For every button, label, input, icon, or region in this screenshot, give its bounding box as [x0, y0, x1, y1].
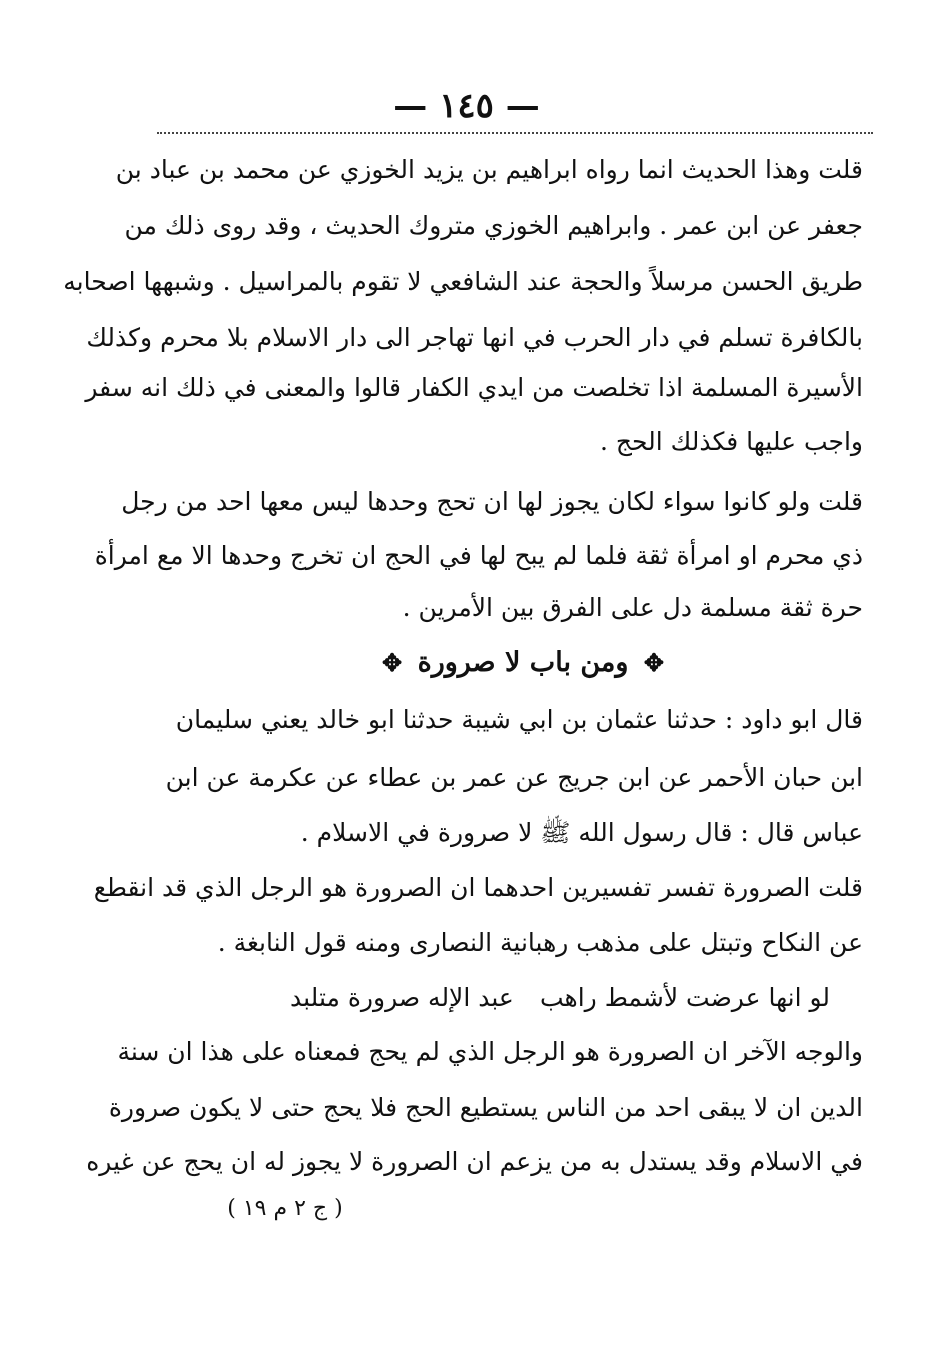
- poetry-verse: [290, 980, 830, 1016]
- text-line: قلت الصرورة تفسر تفسيرين احدهما ان الصرورة هو الرجل الذي قد انقطع: [93, 873, 863, 902]
- verse-second-hemistich: عبد الإله صرورة متلبد: [290, 983, 514, 1012]
- text-line: عن النكاح وتبتل على مذهب رهبانية النصارى ومنه قول النابغة .: [217, 928, 863, 957]
- text-line: في الاسلام وقد يستدل به من يزعم ان الصرورة لا يجوز له ان يحج عن غيره: [86, 1147, 863, 1176]
- text-line: واجب عليها فكذلك الحج .: [599, 427, 863, 456]
- ornament-icon: ✥: [382, 648, 403, 677]
- text-line: قلت ولو كانوا سواء لكان يجوز لها ان تحج وحدها ليس معها احد من رجل: [121, 487, 863, 516]
- text-line: جعفر عن ابن عمر . وابراهيم الخوزي متروك الحديث ، وقد روى ذلك من: [124, 211, 863, 240]
- text-line: والوجه الآخر ان الصرورة هو الرجل الذي لم يحج فمعناه على هذا ان سنة: [117, 1037, 863, 1066]
- text-line: ذي محرم او امرأة ثقة فلما لم يبح لها في الحج ان تخرج وحدها الا مع امرأة: [94, 541, 863, 570]
- ornament-icon: ✥: [643, 648, 664, 677]
- text-line: بالكافرة تسلم في دار الحرب في انها تهاجر الى دار الاسلام بلا محرم وكذلك: [86, 323, 863, 352]
- header-divider: [157, 132, 873, 134]
- page-number: — ١٤٥ —: [393, 86, 540, 126]
- text-line: طريق الحسن مرسلاً والحجة عند الشافعي لا تقوم بالمراسيل . وشبهها اصحابه: [63, 267, 863, 296]
- text-line: عباس قال : قال رسول الله ﷺ لا صرورة في الاسلام .: [300, 818, 863, 847]
- text-line: ابن حبان الأحمر عن ابن جريج عن عمر بن عطاء عن عكرمة عن ابن: [165, 763, 863, 792]
- text-line: قلت وهذا الحديث انما رواه ابراهيم بن يزيد الخوزي عن محمد بن عباد بن: [115, 155, 863, 184]
- text-line: الدين ان لا يبقى احد من الناس يستطيع الحج فلا يحج حتى لا يكون صرورة: [108, 1093, 863, 1122]
- signature-mark: ( ج ٢ م ١٩ ): [227, 1196, 343, 1221]
- text-line: قال ابو داود : حدثنا عثمان بن ابي شيبة حدثنا ابو خالد يعني سليمان: [175, 705, 863, 734]
- text-line: الأسيرة المسلمة اذا تخلصت من ايدي الكفار قالوا والمعنى في ذلك انه سفر: [85, 373, 863, 402]
- section-heading-text: ومن باب لا صرورة: [417, 647, 629, 678]
- verse-first-hemistich: لو انها عرضت لأشمط راهب: [540, 983, 830, 1012]
- section-heading: [183, 645, 863, 681]
- text-line: حرة ثقة مسلمة دل على الفرق بين الأمرين .: [402, 593, 863, 622]
